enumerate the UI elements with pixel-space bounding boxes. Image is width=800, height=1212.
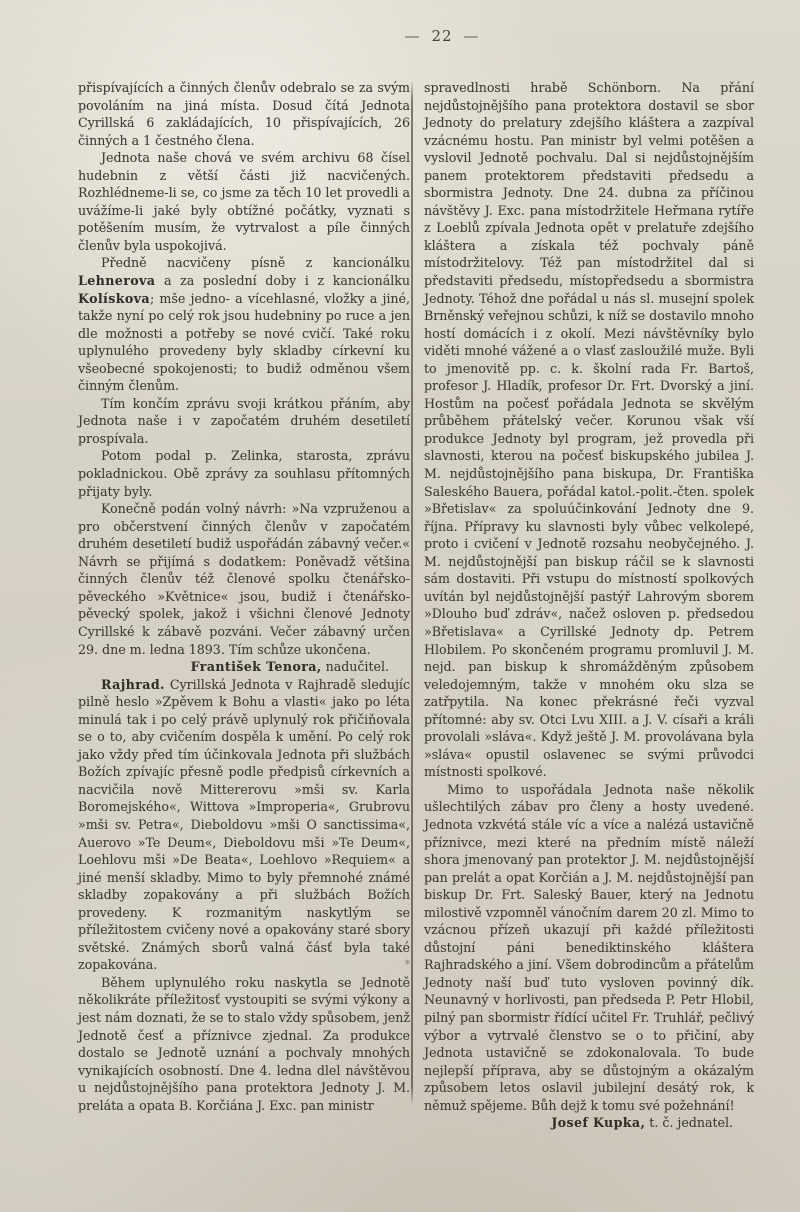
- emphasized-name: Kolískova: [78, 290, 150, 306]
- page-number: [78, 27, 780, 45]
- page-number-value: 22: [431, 27, 453, 45]
- paragraph-pokladni-zprava: [78, 447, 410, 500]
- text-segment: Potom podal p. Zelinka, starosta, zprávu pokladnickou. Obě zprávy za souhlasu přítomných přijaty byly.: [78, 448, 410, 499]
- emphasized-name: Josef Kupka,: [551, 1115, 646, 1131]
- paragraph-vystoupeni: [78, 974, 410, 1114]
- paragraph-archiv: [78, 149, 410, 254]
- text-segment: spravedlnosti hrabě Schönborn. Na přání nejdůstojnějšího pana protektora dostavil se sbor Jednoty do prelatury zdejšího kláštera a zazpíval vzácnému hostu. Pan ministr byl velmi potěšen a vyslovil Jednotě pochvalu. Dal si nejdůstojnějším panem protektorem představiti předsedu a sbormistra Jednoty. Dne 24. dubna za příčinou návštěvy J. Exc. pana místodržitele Heřmana rytíře z Loeblů zpívala Jednota opět v prelatuře zdejšího kláštera a získala též pochvaly páně místodržitelovy. Též pan místodržitel dal si představiti předsedu, místopředsedu a sbormistra Jednoty. Téhož dne pořádal u nás sl. musejní spolek Brněnský veřejnou schůzi, k níž se dostavilo mnoho hostí domácích i z okolí. Mezi návštěvníky bylo viděti mnohé vážené a o vlasť zasloužilé muže. Byli to jmenovitě pp. c. k. školní rada Fr. Bartoš, profesor J. Hladík, profesor Dr. Frt. Dvorský a jiní. Hostům na počesť pořádala Jednota se skvělým průběhem přátelský večer. Korunou však vší produkce Jednoty byl program, jež provedla při slavnosti, kterou na počesť biskupského jubilea J. M. nejdůstojnějšího pana biskupa, Dr. Františka Saleského Bauera, pořádal katol.-polit.-čten. spolek »Břetislav« za spoluúčinkování Jednoty dne 9. října. Přípravy ku slavnosti byly vůbec velkolepé, proto i cvičení v Jednotě rozsahu neobyčejného. J. M. nejdůstojnější pan biskup ráčil se k slavnosti sám dostaviti. Při vstupu do místností spolkových uvítán byl nejdůstojnější pastýř Lahrovým sborem »Dlouho buď zdráv«, načež osloven p. předsedou »Břetislava« a Cyrillské Jednoty dp. Petrem Hlobilem. Po skončeném programu promluvil J. M. nejd. pan biskup k shromážděným způsobem veledojemným, takže v mnohém oku slza se zatřpytila. Na konec překrásné řeči vyzval přítomné: aby sv. Otci Lvu XIII. a J. V. císaři a králi provolali »sláva«. Když ještě J. M. provolávana byla »sláva« opustil oslavenec se svými průvodci místnosti spolkové.: [424, 80, 754, 780]
- paragraph-zabavy-priznivci: [424, 781, 754, 1114]
- report-rajhrad: [78, 676, 410, 974]
- left-column: [78, 79, 410, 1132]
- text-segment: Předně nacvičeny písně z kancionálku: [101, 255, 410, 271]
- paragraph-kancionalky: [78, 254, 410, 394]
- paragraph-volny-navrh: [78, 500, 410, 658]
- text-segment: Tím končím zprávu svoji krátkou přáním, aby Jednota naše i v započatém druhém desetiletí prospívala.: [78, 395, 410, 446]
- header-left-dash: —: [404, 27, 421, 45]
- signature-josef-kupka: [424, 1114, 754, 1132]
- text-segment: přispívajících a činných členův odebralo se za svým povoláním na jiná místa. Dosud čítá Jednota Cyrillská 6 zakládajících, 10 přispívajících, 26 činných a 1 čestného člena.: [78, 80, 410, 148]
- text-segment: Cyrillská Jednota v Rajhradě sledujíc pilně heslo »Zpěvem k Bohu a vlasti« jako po léta minulá tak i po celý právě uplynulý rok přičiňovala se o to, aby cvičením dospěla k umění. Po celý rok jako vždy před tím účinkovala Jednota při službách Božích zpívajíc přesně podle předpisů církevních a nacvičila nově Mittererovu »mši sv. Karla Boromejského«, Wittova »Improperia«, Grubrovu »mši sv. Petra«, Dieboldovu »mši O sanctissima«, Auerovo »Te Deum«, Dieboldovu mši »Te Deum«, Loehlovu mši »De Beata«, Loehlovo »Requiem« a jiné menší skladby. Mimo to byly přemnohé známé skladby zopakovány a při službách Božích provedeny. K rozmanitým naskytlým se příležitostem cvičeny nové a opakovány staré sbory světské. Známých sborů valná čásť byla také zopakována.: [78, 676, 410, 973]
- text-segment: nadučitel.: [321, 659, 389, 675]
- emphasized-name: Lehnerova: [78, 273, 156, 289]
- emphasized-name: František Tenora,: [190, 659, 322, 675]
- paragraph-navstevy-a-slavnost: [424, 79, 754, 781]
- text-segment: Mimo to uspořádala Jednota naše několik ušlechtilých zábav pro členy a hosty uvedené. Jednota vzkvétá stále víc a více a nalézá ustavičně příznivce, mezi které na předním místě náleží shora jmenovaný pan protektor J. M. nejdůstojnější pan prelát a opat Korčián a J. M. nejdůstojnější pan biskup Dr. Frt. Saleský Bauer, který na Jednotu milostivě vzpomněl vánočním darem 20 zl. Mimo to vzácnou přízeň ukazují při každé příležitosti důstojní páni benediktinského kláštera Rajhradského a jiní. Všem dobrodincům a přátelům Jednoty naší buď tuto vysloven povinný dík. Neunavný v horlivosti, pan předseda P. Petr Hlobil, pilný pan sbormistr řídící učitel Fr. Truhlář, pečlivý výbor a vytrvalé členstvo se o to přičiní, aby Jednota ustavičně se zdokonalovala. To bude nejlepší příprava, aby se důstojným a okázalým způsobem letos oslavil jubilejní desátý rok, k němuž spějeme. Bůh dejž k tomu své požehnání!: [424, 781, 754, 1113]
- text-segment: ; mše jedno- a vícehlasné, vložky a jiné, takže nyní po celý rok jsou hudebniny po ruce a jen dle možnosti a potřeby se nové cvičí. Také roku uplynulého provedeny byly skladby církevní ku všeobecné spokojenosti; to budiž odměnou všem činným členům.: [78, 290, 410, 394]
- right-column: [424, 79, 754, 1132]
- emphasized-name: Rajhrad.: [101, 676, 165, 692]
- text-segment: Konečně podán volný návrh: »Na vzpruženou a pro občerstvení činných členův v započatém druhém desetiletí budiž uspořádán zábavný večer.« Návrh se přijímá s dodatkem: Poněvadž většina činných členův též členové spolku čtenářsko-pěveckého »Květnice« jsou, budiž i čtenářsko-pěvecký spolek, jakož i všichni členové Jednoty Cyrillské k zábavě pozváni. Večer zábavný určen 29. dne m. ledna 1893. Tím schůze ukončena.: [78, 501, 410, 657]
- signature-frantisek-tenora: [78, 658, 410, 676]
- header-right-dash: —: [463, 27, 480, 45]
- text-segment: a za poslední doby i z kancionálku: [155, 273, 410, 289]
- text-segment: Během uplynulého roku naskytla se Jednotě několikráte příležitosť vystoupiti se svými výkony a jest nám doznati, že se to stalo vždy spůsobem, jenž Jednotě česť a příznivce zjednal. Za produkce dostalo se Jednotě uznání a pochvaly mnohých vynikajících osobností. Dne 4. ledna dlel návštěvou u nejdůstojnějšího pana protektora Jednoty J. M. preláta a opata B. Korčiána J. Exc. pan ministr: [78, 974, 410, 1113]
- paragraph-members-continuation: [78, 79, 410, 149]
- text-segment: Jednota naše chová ve svém archivu 68 čísel hudebnin z větší části již nacvičených. Rozhlédneme-li se, co jsme za těch 10 let provedli a uvážíme-li jaké byly obtížné počátky, vyznati s potěšením musím, že vytrvalost a píle činných členův byla uspokojivá.: [78, 150, 410, 253]
- paragraph-zaver-zpravy: [78, 395, 410, 448]
- stray-ink-mark: *: [404, 958, 410, 972]
- text-segment: t. č. jednatel.: [645, 1115, 733, 1131]
- text-columns: [78, 79, 754, 1132]
